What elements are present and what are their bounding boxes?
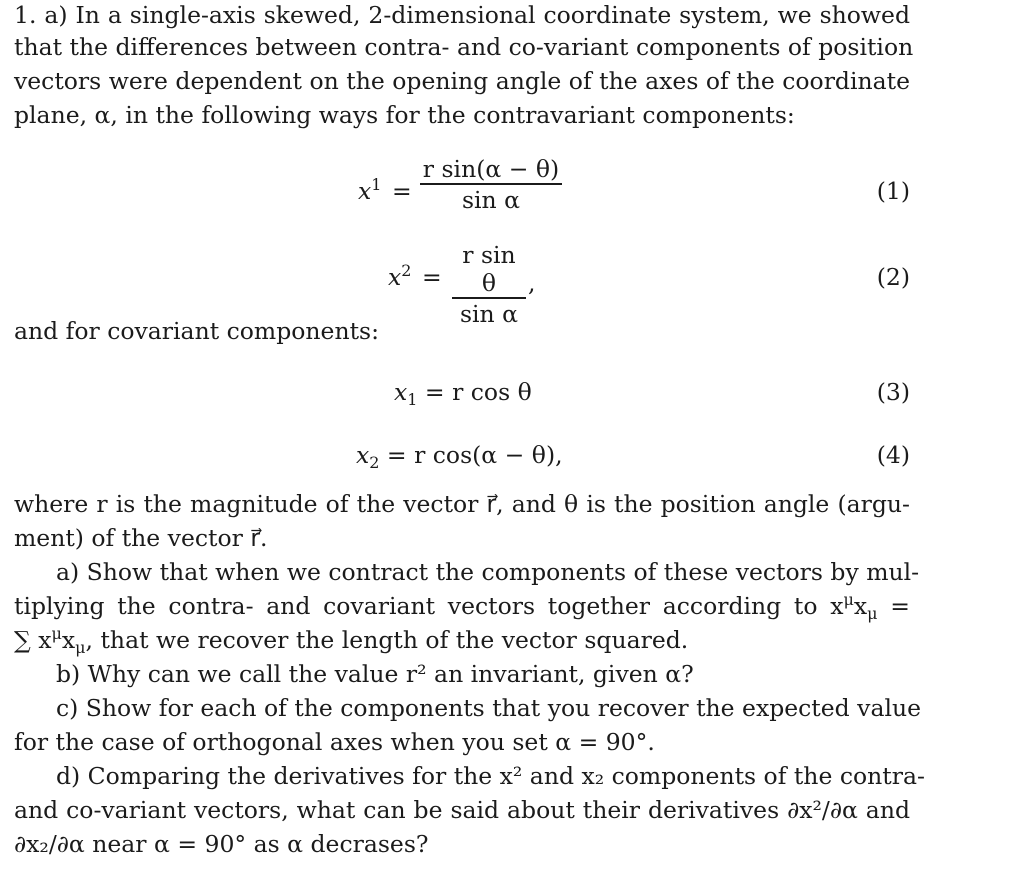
eq1-denominator: sin α xyxy=(461,185,521,214)
eq1-fraction xyxy=(420,155,562,215)
eq2-comma: , xyxy=(528,269,536,297)
eq4-number: (4) xyxy=(876,441,910,469)
covariant-intro: and for covariant components: xyxy=(14,317,379,345)
eq1-number: (1) xyxy=(876,177,910,205)
eq2-number: (2) xyxy=(876,263,910,291)
intro-line-3: vectors were dependent on the opening angle of the axes of the coordinate xyxy=(14,67,910,95)
part-a-line-2: tiplying the contra- and covariant vectors together according to $x^\mu x_\mu$ = xyxy=(14,590,910,623)
part-c-line-2: for the case of orthogonal axes when you set α = 90°. xyxy=(14,728,655,756)
eq2-numerator: r sin θ xyxy=(462,241,516,297)
eq2-denominator: sin α xyxy=(459,299,519,328)
intro-line-1: 1. a) In a single-axis skewed, 2-dimensional coordinate system, we showed xyxy=(14,1,910,29)
eq1-equals: = xyxy=(392,177,412,205)
intro-line-2: that the differences between contra- and co-variant components of position xyxy=(14,33,914,61)
part-d-line-3: ∂x₂/∂α near α = 90° as α decrases? xyxy=(14,830,429,858)
eq2-fraction xyxy=(452,241,526,329)
part-a-line-1: a) Show that when we contract the components of these vectors by mul- xyxy=(56,558,920,586)
eq3-number: (3) xyxy=(876,378,910,406)
eq3-expression: $x_1 = r$ cos θ xyxy=(394,378,532,409)
part-b: b) Why can we call the value r² an invariant, given α? xyxy=(56,660,694,688)
part-d-line-2: and co-variant vectors, what can be said about their derivatives ∂x²/∂α and xyxy=(14,796,910,824)
part-c-line-1: c) Show for each of the components that you recover the expected value xyxy=(56,694,922,722)
eq1-numerator: r sin(α − θ) xyxy=(422,155,560,183)
where-line-1: where r is the magnitude of the vector r⃗, and θ is the position angle (argu- xyxy=(14,490,910,518)
where-line-2: ment) of the vector r⃗. xyxy=(14,524,268,552)
intro-line-4: plane, α, in the following ways for the contravariant components: xyxy=(14,101,795,129)
part-d-line-1: d) Comparing the derivatives for the x² and x₂ components of the contra- xyxy=(56,762,925,790)
eq1-lhs: $x^1$ xyxy=(358,175,382,205)
eq2-lhs: $x^2$ xyxy=(388,261,412,291)
eq4-expression: $x_2 = r$ cos(α − θ), xyxy=(356,441,563,472)
eq2-equals: = xyxy=(422,263,442,291)
part-a-line-3: ∑ $x^\mu x_\mu$, that we recover the length of the vector squared. xyxy=(14,624,689,657)
